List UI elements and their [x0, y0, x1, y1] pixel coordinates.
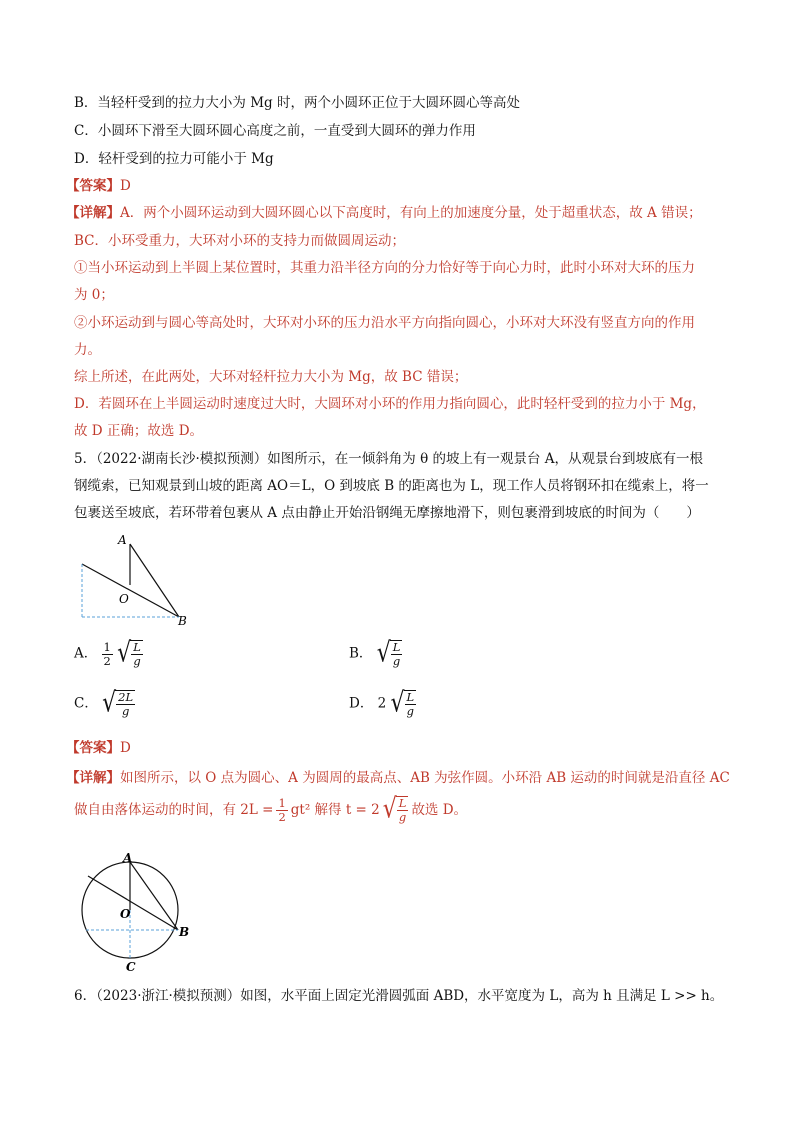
chord-ab — [130, 862, 178, 930]
sqrt-expr: √ $\frac{L}{g}$ — [117, 637, 141, 669]
q5-detail-line1 — [66, 768, 730, 788]
label-b: B — [179, 925, 190, 939]
q4-detail-line2: BC．小环受重力，大环对小环的支持力而做圆周运动； — [74, 233, 405, 249]
q5-option-a — [74, 637, 143, 669]
coef: 2 — [377, 695, 387, 712]
label-a: A — [123, 851, 133, 865]
sqrt-expr: √ $\frac{L}{g}$ — [382, 793, 407, 825]
coef-fraction: $\frac{1}{2}$ — [103, 639, 111, 668]
q5-stem-line2: 钢缆索，已知观景到山坡的距离 AO＝L，O 到坡底 B 的距离也为 L，现工作人员将钢环扣在缆索上，将一 — [74, 478, 709, 494]
cable-ab — [130, 544, 179, 617]
option-letter: A． — [74, 645, 98, 662]
answer-value: D — [120, 178, 131, 194]
q5-option-b — [349, 637, 402, 669]
q5-answer — [66, 738, 131, 758]
q4-detail-line8: D．若圆环在上半圆运动时速度过大时，大圆环对小环的作用力指向圆心，此时轻杆受到的拉力小于 Mg， — [74, 396, 706, 412]
sqrt-expr: √ $\frac{2L}{g}$ — [102, 687, 134, 719]
q4-answer — [66, 176, 131, 196]
detail-text: 做自由落体运动的时间，有 2L = — [74, 802, 274, 818]
q5-stem-line3: 包裹送至坡底，若环带着包裹从 A 点由静止开始沿钢绳无摩擦地滑下，则包裹滑到坡底的时间为（ ） — [74, 505, 700, 521]
q5-option-d — [349, 687, 416, 719]
label-a: A — [118, 533, 127, 547]
detail-text: 如图所示，以 O 点为圆心、A 为圆周的最高点、AB 为弦作圆。小环沿 AB 运动的时间就是沿直径 AC — [120, 770, 730, 786]
q5-option-c — [74, 687, 135, 719]
q4-detail-line4: 为 0； — [74, 287, 114, 303]
detail-text: gt² 解得 t = 2 — [290, 802, 380, 818]
q4-detail-line5: ②小环运动到与圆心等高处时，大环对小环的压力沿水平方向指向圆心，小环对大环没有竖直方向的作用 — [74, 315, 695, 331]
sqrt-expr: √ $\frac{L}{g}$ — [390, 687, 415, 719]
label-c: C — [126, 960, 136, 974]
q5-figure-circle — [80, 846, 195, 976]
q5-figure-slope — [76, 530, 196, 630]
option-letter: B． — [349, 645, 373, 662]
detail-tag: 【详解】 — [66, 205, 120, 221]
label-o: O — [119, 592, 129, 606]
answer-tag: 【答案】 — [66, 740, 120, 756]
q5-stem-line1: 5．（2022·湖南长沙·模拟预测）如图所示，在一倾斜角为 θ 的坡上有一观景台 A，从观景台到坡底有一根 — [74, 451, 704, 467]
label-o: O — [120, 907, 131, 921]
q4-option-d: D．轻杆受到的拉力可能小于 Mg — [74, 151, 274, 167]
q6-stem-line1: 6．（2023·浙江·模拟预测）如图，水平面上固定光滑圆弧面 ABD，水平宽度为 L，高为 h 且满足 L >> h。 — [74, 988, 724, 1004]
option-letter: C． — [74, 695, 98, 712]
answer-value: D — [120, 740, 131, 756]
sqrt-expr: √ $\frac{L}{g}$ — [376, 637, 401, 669]
half-fraction: $\frac{1}{2}$ — [278, 795, 286, 824]
q4-option-b: B．当轻杆受到的拉力大小为 Mg 时，两个小圆环正位于大圆环圆心等高处 — [74, 95, 520, 111]
detail-text: A．两个小圆环运动到大圆环圆心以下高度时，有向上的加速度分量，处于超重状态，故 A 错误； — [120, 205, 702, 221]
q4-detail-line7: 综上所述，在此两处，大环对轻杆拉力大小为 Mg，故 BC 错误； — [74, 369, 468, 385]
q5-detail-line2 — [74, 793, 468, 825]
q4-detail-line1 — [66, 203, 702, 223]
option-letter: D． — [349, 695, 374, 712]
q4-detail-line3: ①当小环运动到上半圆上某位置时，其重力沿半径方向的分力恰好等于向心力时，此时小环对大环的压力 — [74, 260, 695, 276]
detail-tag: 【详解】 — [66, 770, 120, 786]
q4-option-c: C．小圆环下滑至大圆环圆心高度之前，一直受到大圆环的弹力作用 — [74, 123, 476, 139]
label-b: B — [178, 614, 187, 628]
answer-tag: 【答案】 — [66, 178, 120, 194]
slope-line — [88, 876, 178, 930]
detail-text: 故选 D。 — [411, 802, 468, 818]
q4-detail-line9: 故 D 正确；故选 D。 — [74, 423, 204, 439]
q4-detail-line6: 力。 — [74, 342, 101, 358]
